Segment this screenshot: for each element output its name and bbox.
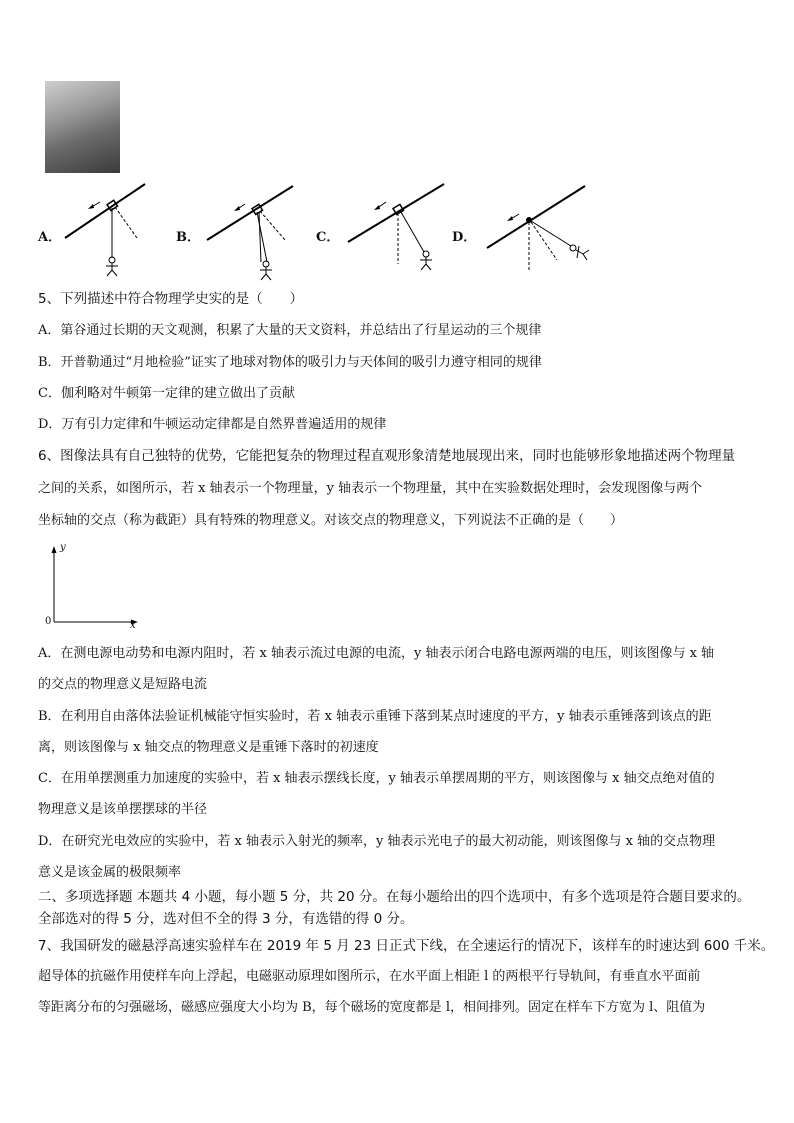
option-c-label: C． <box>316 230 340 245</box>
q6-stem-line-2: 之间的关系，如图所示，若 x 轴表示一个物理量，y 轴表示一个物理量，其中在实验数据处理时，会发现图像与两个 <box>38 481 703 496</box>
y-axis-label: y <box>60 542 66 553</box>
option-a-label: A． <box>38 230 62 245</box>
q5-option-d: D．万有引力定律和牛顿运动定律都是自然界普遍适用的规律 <box>38 417 387 432</box>
q5-stem: 5、下列描述中符合物理学史实的是（ ） <box>38 291 304 307</box>
x-axis-label: x <box>130 620 136 631</box>
q6-option-d-line-2: 意义是该金属的极限频率 <box>38 865 182 880</box>
q6-option-c-line-1: C．在用单摆测重力加速度的实验中，若 x 轴表示摆线长度，y 轴表示单摆周期的平方，则该图像与 x 轴交点绝对值的 <box>38 771 715 786</box>
section2-line-1: 二、多项选择题 本题共 4 小题，每小题 5 分，共 20 分。在每小题给出的四个选项中，有多个选项是符合题目要求的。 <box>38 889 751 905</box>
section2-line-2: 全部选对的得 5 分，选对但不全的得 3 分，有选错的得 0 分。 <box>38 911 414 927</box>
option-d-label: D． <box>452 230 477 245</box>
q6-option-a-line-1: A．在测电源电动势和电源内阻时，若 x 轴表示流过电源的电流，y 轴表示闭合电路电源两端的电压，则该图像与 x 轴 <box>38 646 715 661</box>
xy-axes-figure <box>40 542 150 632</box>
q6-option-a-line-2: 的交点的物理意义是短路电流 <box>38 677 208 692</box>
q6-option-b-line-2: 离，则该图像与 x 轴交点的物理意义是重锤下落时的初速度 <box>38 740 379 755</box>
q6-stem-line-3: 坐标轴的交点（称为截距）具有特殊的物理意义。对该交点的物理意义，下列说法不正确的是（ ） <box>38 513 624 528</box>
diagram-a <box>60 180 160 280</box>
q6-option-c-line-2: 物理意义是该单摆摆球的半径 <box>38 802 208 817</box>
q6-option-d-line-1: D．在研究光电效应的实验中，若 x 轴表示入射光的频率，y 轴表示光电子的最大初动能，则该图像与 x 轴的交点物理 <box>38 834 716 849</box>
origin-label: 0 <box>45 616 52 627</box>
q6-stem-line-1: 6、图像法具有自己独特的优势，它能把复杂的物理过程直观形象清楚地展现出来，同时也能够形象地描述两个物理量 <box>38 448 736 464</box>
q5-option-b: B．开普勒通过“月地检验”证实了地球对物体的吸引力与天体间的吸引力遵守相同的规律 <box>38 355 542 370</box>
zipline-photo <box>45 81 120 173</box>
q5-option-a: A．第谷通过长期的天文观测，积累了大量的天文资料，并总结出了行星运动的三个规律 <box>38 323 542 338</box>
q7-line-1: 7、我国研发的磁悬浮高速实验样车在 2019 年 5 月 23 日正式下线，在全速运行的情况下，该样车的时速达到 600 千米。 <box>38 938 775 954</box>
diagram-b <box>205 184 305 284</box>
q7-line-3: 等距离分布的匀强磁场，磁感应强度大小均为 B，每个磁场的宽度都是 l，相间排列。固定在样车下方宽为 l、阻值为 <box>38 1000 706 1015</box>
q7-line-2: 超导体的抗磁作用使样车向上浮起，电磁驱动原理如图所示，在水平面上相距 l 的两根平行导轨间，有垂直水平面前 <box>38 969 701 984</box>
q6-option-b-line-1: B．在利用自由落体法验证机械能守恒实验时，若 x 轴表示重锤下落到某点时速度的平方，y 轴表示重锤落到该点的距 <box>38 709 712 724</box>
diagram-d <box>485 182 605 282</box>
q5-option-c: C．伽利略对牛顿第一定律的建立做出了贡献 <box>38 386 295 401</box>
diagram-c <box>346 180 456 280</box>
option-b-label: B． <box>176 230 200 245</box>
